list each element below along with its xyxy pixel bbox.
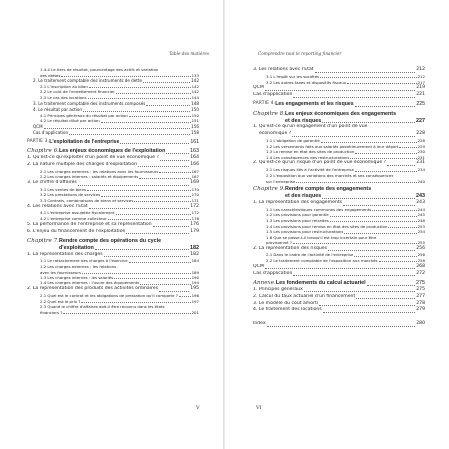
page-ref: 255 [417, 240, 425, 246]
toc-entry [27, 252, 199, 259]
leader-dots [146, 105, 190, 106]
leader-dots [330, 216, 417, 217]
page-ref: 275 [416, 286, 425, 292]
page-ref: 254 [417, 229, 425, 235]
page-ref: 219 [416, 85, 425, 91]
heading-label: Chapitre 6. [27, 148, 59, 155]
entry-title: 3. Le traitement comptable des instruments composés [33, 100, 146, 106]
heading-label: Chapitre 7. [27, 237, 59, 244]
right-page [225, 0, 449, 449]
leader-dots [78, 185, 189, 186]
entry-title: Cas d'application [33, 130, 69, 136]
entry-title: 4.1 Principes généraux du résultat par action [40, 112, 128, 118]
toc-entry [27, 286, 199, 293]
entry-title: 4.2 L'entreprise comme collecteur [40, 216, 107, 222]
leader-dots [343, 205, 415, 206]
entry-title: 1.4.4 Le tiers de résultat, pourcentage des actifs et variation [40, 67, 159, 72]
running-head: Comprendre tout le reporting financier [258, 51, 342, 56]
page-ref: 228 [417, 138, 425, 144]
page-ref: 164 [190, 154, 199, 160]
leader-dots [139, 178, 190, 179]
toc-entry [27, 222, 199, 229]
entry-title: 2. Calcul du taux actuariel d'un financement [253, 293, 356, 299]
toc-entry [253, 92, 425, 99]
page-ref: 279 [416, 307, 425, 313]
leader-dots [108, 219, 191, 220]
page-ref: 230 [417, 149, 425, 155]
page-ref: 167 [191, 174, 199, 180]
entry-title: 1.4 Les provisions pour remise en état des sites de production [266, 223, 388, 229]
leader-dots [296, 182, 416, 183]
entry-title: 3.2 Les prestations de services [40, 192, 101, 198]
toc-entry [253, 200, 425, 207]
entry-title: 2.1 Les risques liés à l'activité de l'entreprise [266, 167, 354, 173]
entry-title: 3. Les relations avec l'État [253, 67, 314, 72]
page-ref: 225 [416, 101, 425, 108]
leader-dots [81, 302, 190, 303]
entry-title: 3. Le chiffre d'affaires [27, 179, 77, 185]
page-ref: 172 [190, 203, 199, 209]
toc-entry [253, 294, 425, 301]
toc-entry [253, 287, 425, 294]
entry-title: 4. Le résultat par action [33, 106, 82, 112]
page-ref: 158 [191, 130, 199, 136]
entry-title: 2.2 Quel est le prix ? [40, 298, 81, 304]
leader-dots [101, 122, 191, 123]
table-of-contents [27, 67, 199, 315]
leader-dots [89, 208, 190, 209]
toc-entry [253, 160, 425, 167]
entry-title: 3.2 Les autres taxes et dispositifs fiscaux [266, 79, 347, 85]
entry-title: QCM [253, 85, 264, 91]
leader-dots [319, 305, 415, 306]
leader-dots [355, 153, 416, 154]
page-ref: 195 [190, 286, 199, 291]
heading-label: Chapitre 8. [253, 110, 285, 117]
leader-dots [153, 226, 190, 227]
page-number: V [196, 405, 200, 411]
chapter-heading [27, 238, 199, 245]
entry-title: 2.2 Le traitement comptable de l'exposition aux marchés [266, 258, 378, 264]
toc-entry [27, 162, 199, 169]
leader-dots [304, 291, 415, 292]
entry-title: 4. Les relations avec l'État [27, 203, 88, 209]
page-ref: 231 [417, 154, 425, 160]
leader-dots [347, 83, 416, 84]
page-ref: 248 [417, 217, 425, 223]
heading-title: Les enjeux économiques des engagements [284, 110, 397, 117]
entry-title: d'exploitation [59, 244, 94, 251]
entry-title: 1.6 Que se passe-t-il lorsqu'il est trop incertain pour être [266, 234, 377, 240]
page-ref: 142 [191, 77, 199, 83]
leader-dots [95, 249, 189, 250]
page-ref: 189 [191, 269, 199, 275]
entry-title: sur l'entreprise [266, 178, 296, 184]
leader-dots [320, 77, 416, 78]
toc-entry [27, 204, 199, 211]
part-heading [253, 101, 425, 108]
page-ref: 196 [191, 292, 199, 298]
entry-title: 1. Principes généraux [253, 286, 303, 292]
entry-title: 4. Le traitement des locations [253, 307, 322, 313]
entry-title: avec les fournisseurs [40, 269, 82, 275]
chapter-heading-continued [253, 193, 425, 200]
heading-title: Les fondements du calcul actuariel [275, 279, 366, 286]
leader-dots [367, 285, 415, 286]
entry-title: 2.1 Quel est le contrat et les obligations de prestation qu'il comporte ? [40, 292, 178, 298]
leader-dots [63, 313, 190, 314]
entry-title: 2.1 L'inscription au bilan [40, 83, 88, 89]
heading-title: Les enjeux économiques de l'exploitation [58, 148, 166, 155]
entry-title: et des risques [285, 193, 322, 200]
chapter-heading [253, 111, 425, 118]
entry-title: 4.1 L'entreprise assujettie fiscalement [40, 210, 115, 216]
entry-title: économique ? [259, 131, 292, 137]
heading-title: L'exploitation de l'entreprise [49, 138, 120, 145]
leader-dots [399, 147, 416, 148]
leader-dots [344, 233, 416, 234]
heading-label: PARTIE 4. [253, 101, 276, 107]
toc-entry [253, 124, 425, 131]
entry-title: 2.1 Les charges externes : les relations avec les fournisseurs [40, 168, 159, 174]
page-ref: 253 [417, 223, 425, 229]
page-ref: 228 [416, 131, 425, 137]
page-ref: 240 [417, 178, 425, 184]
leader-dots [354, 256, 416, 257]
entry-title: 3. Le modèle du coût amorti [253, 300, 319, 306]
page-ref: 170 [191, 192, 199, 198]
toc-entry [27, 130, 199, 136]
page-ref: 258 [417, 258, 425, 264]
leader-dots [356, 298, 415, 299]
page-ref: 150 [191, 106, 199, 112]
entry-title: 1.4 Les charges internes : l'usure des équipements [40, 280, 140, 286]
entry-title: 1. La représentation des charges [27, 251, 103, 257]
page-ref: 144 [191, 95, 199, 101]
entry-title: 2.3 Le cas des locations [40, 95, 87, 101]
entry-title: 5. La performance de l'entreprise et sa représentation [27, 221, 152, 227]
entry-title: 2.2 Le coût de l'endettement financier [40, 89, 115, 95]
entry-title: 1.1 Le rattachement des charges à l'exercice [40, 258, 128, 264]
page-ref: 194 [191, 280, 199, 286]
page-ref: 227 [416, 117, 425, 124]
toc-entry [253, 67, 425, 74]
page-number: VI [256, 405, 262, 411]
page-ref: 142 [191, 89, 199, 95]
page-ref: 234 [417, 167, 425, 173]
heading-label: Annexe. [253, 279, 276, 286]
leader-dots [265, 90, 415, 91]
page-ref: 280 [416, 321, 425, 327]
page-ref: 176 [191, 216, 199, 222]
page-ref: 169 [190, 179, 199, 185]
chapter-heading [27, 148, 199, 155]
entry-title: Cas d'application [253, 270, 293, 276]
leader-dots [322, 198, 415, 199]
leader-dots [292, 136, 415, 137]
leader-dots [129, 116, 191, 117]
entry-title: des dettes [40, 72, 61, 78]
entry-title: 1. Qu'est-ce qu'un engagement d'un point de vue [253, 124, 368, 130]
leader-dots [134, 201, 190, 202]
leader-dots [355, 171, 417, 172]
entry-title: 1.1 Les caractéristiques communes des engagements [266, 206, 372, 212]
page-ref: 256 [416, 245, 425, 251]
page-ref: 142 [191, 83, 199, 89]
page-ref: 172 [191, 210, 199, 216]
leader-dots [323, 312, 416, 313]
entry-title: 2. Le traitement comptable des instruments de dette [33, 77, 143, 83]
leader-dots [61, 76, 190, 77]
leader-dots [159, 172, 190, 173]
leader-dots [387, 165, 415, 166]
page-ref: 151 [191, 118, 199, 124]
entry-title: 2.2 Les charges internes : salariés et équipements [40, 174, 139, 180]
leader-dots [328, 250, 415, 251]
entry-title: 1.3 Les charges internes : les salariés [40, 274, 114, 280]
leader-dots [321, 142, 417, 143]
toc-entry [27, 155, 199, 162]
left-page [0, 0, 224, 449]
leader-dots [330, 221, 417, 222]
entry-title: QCM [253, 263, 264, 269]
page-ref: 176 [190, 221, 199, 227]
entry-title: 1.2 Les provisions pour garantie [266, 212, 329, 218]
toc-entry [253, 246, 425, 253]
leader-dots [87, 190, 191, 191]
page-ref: 197 [191, 298, 199, 304]
table-of-contents [253, 67, 425, 328]
toc-entry [27, 310, 199, 315]
spacer [253, 314, 425, 321]
page-ref: 170 [191, 186, 199, 192]
page-ref: 166 [190, 161, 199, 167]
leader-dots [379, 261, 417, 262]
page-ref: 278 [416, 300, 425, 306]
toc-entry [27, 180, 199, 187]
leader-dots [116, 93, 191, 94]
page-ref: 179 [190, 228, 199, 234]
page-ref: 221 [416, 92, 425, 97]
page-ref: 268 [416, 263, 425, 269]
leader-dots [372, 210, 416, 211]
entry-title: 2. Qu'est-ce qu'un risque d'un point de vue économique ? [253, 160, 387, 166]
page-ref: 231 [416, 160, 425, 166]
entry-title: 1.1 L'obligation de garantie [266, 138, 320, 144]
toc-entry [253, 264, 425, 271]
page-ref: 244 [417, 206, 425, 212]
entry-title: 3.1 Les ventes de biens [40, 186, 87, 192]
page-ref: 156 [191, 124, 199, 130]
part-heading [27, 139, 199, 146]
page-ref: 184 [191, 258, 199, 264]
leader-dots [322, 122, 415, 123]
entry-title: financiers ? [40, 309, 63, 315]
leader-dots [293, 97, 415, 98]
chapter-heading [253, 280, 425, 287]
page-ref: 243 [416, 199, 425, 205]
page-ref: 133 [191, 72, 199, 78]
entry-title: 3.1 L'impôt sur les sociétés [266, 73, 320, 79]
leader-dots [89, 87, 191, 88]
leader-dots [315, 72, 416, 73]
leader-dots [88, 98, 191, 99]
entry-title: 2. La nature multiple des charges d'exploitation [27, 161, 137, 167]
page-ref: 212 [417, 73, 425, 79]
toc-entry [253, 271, 425, 278]
page-ref: 212 [416, 67, 425, 72]
leader-dots [140, 284, 190, 285]
leader-dots [293, 243, 417, 244]
leader-dots [104, 256, 190, 257]
page-ref: 243 [416, 193, 425, 200]
leader-dots [69, 134, 190, 135]
heading-title: Les engagements et les risques [275, 101, 354, 108]
chapter-heading [253, 186, 425, 193]
page-ref: 201 [191, 309, 199, 315]
toc-entry [253, 131, 425, 138]
leader-dots [143, 82, 190, 83]
leader-dots [159, 291, 189, 292]
page-ref: 182 [190, 244, 199, 251]
entry-title: 2.1 Dans le cadre de l'activité de l'entreprise [266, 252, 354, 258]
toc-entry [253, 321, 425, 328]
leader-dots [267, 326, 416, 327]
leader-dots [293, 275, 415, 276]
page-ref: 229 [417, 143, 425, 149]
page-ref: 272 [416, 270, 425, 276]
running-head: Table des matières [168, 51, 209, 56]
page-ref: 217 [417, 79, 425, 85]
entry-title: 1. Qu'est-ce qu'exploiter d'un point de vue économique ? [27, 154, 159, 160]
leader-dots [265, 268, 415, 269]
leader-dots [83, 111, 190, 112]
leader-dots [138, 166, 189, 167]
entry-title: 1. La représentation des engagements [253, 199, 343, 205]
leader-dots [44, 128, 191, 129]
entry-title: 6. L'enjeu du financement de l'exploitation [27, 228, 126, 234]
page-ref: 161 [190, 138, 199, 145]
leader-dots [166, 153, 189, 154]
entry-title: QCM [33, 124, 43, 130]
entry-title: 2. La représentation des risques [253, 245, 328, 251]
page-ref: 182 [190, 251, 199, 257]
page-ref: 171 [191, 197, 199, 203]
leader-dots [160, 160, 189, 161]
leader-dots [388, 227, 416, 228]
entry-title: 1.5 Les provisions pour restructurations [266, 229, 344, 235]
entry-title: 1.2 Les charges externes : les relations [40, 264, 117, 270]
entry-title: 1.2 Les versements faits aux salariés postérieurement à leur départ [266, 143, 399, 149]
page-ref: 277 [416, 293, 425, 299]
heading-title: Rendre compte des opérations du cycle [58, 237, 162, 244]
page-ref: 256 [417, 252, 425, 258]
page-ref: 167 [191, 168, 199, 174]
leader-dots [101, 196, 190, 197]
leader-dots [82, 273, 191, 274]
entry-title: 4.2 Le résultat dilué par action [40, 118, 100, 124]
leader-dots [350, 158, 416, 159]
leader-dots [126, 233, 189, 234]
heading-label: Chapitre 9. [253, 186, 285, 193]
entry-title: 2.2 L'exposition aux variations des marchés et ses conséquences [266, 172, 394, 178]
leader-dots [114, 278, 190, 279]
page-ref: 163 [190, 148, 199, 155]
page-ref: 150 [191, 112, 199, 118]
leader-dots [129, 262, 191, 263]
page-ref: 190 [191, 274, 199, 280]
chapter-heading-continued [27, 245, 199, 252]
entry-title: 2.3 Quand le chiffre d'affaires doit-il être reconnu dans les états [40, 304, 165, 310]
toc-entry [27, 229, 199, 236]
leader-dots [120, 143, 189, 144]
leader-dots [179, 296, 191, 297]
leader-dots [355, 106, 416, 107]
entry-title: et des risques [285, 117, 322, 124]
entry-title: 1.3 Les provisions pour retraites [266, 217, 329, 223]
toc-entry [253, 301, 425, 308]
leader-dots [116, 214, 191, 215]
entry-title: 1.4 Les conséquences des restructurations [266, 154, 350, 160]
entry-title: provisionné ? [266, 240, 292, 246]
entry-title: 2. La représentation des produits des activités ordinaires [27, 286, 159, 291]
heading-label: PARTIE 3. [27, 138, 50, 144]
page-ref: 275 [416, 279, 425, 286]
entry-title: Index [253, 321, 266, 327]
toc-entry [253, 85, 425, 92]
toc-entry [253, 307, 425, 314]
entry-title: 1.3 La remise en état des sites de production [266, 149, 355, 155]
entry-title: Cas d'application [253, 92, 293, 97]
heading-title: Rendre compte des engagements [284, 186, 372, 193]
page-ref: 148 [191, 100, 199, 106]
entry-title: 3.3 Contrats, combinaisons de biens et services [40, 197, 134, 203]
chapter-heading-continued [253, 118, 425, 125]
page-ref: 245 [417, 212, 425, 218]
toc-entry [253, 179, 425, 184]
